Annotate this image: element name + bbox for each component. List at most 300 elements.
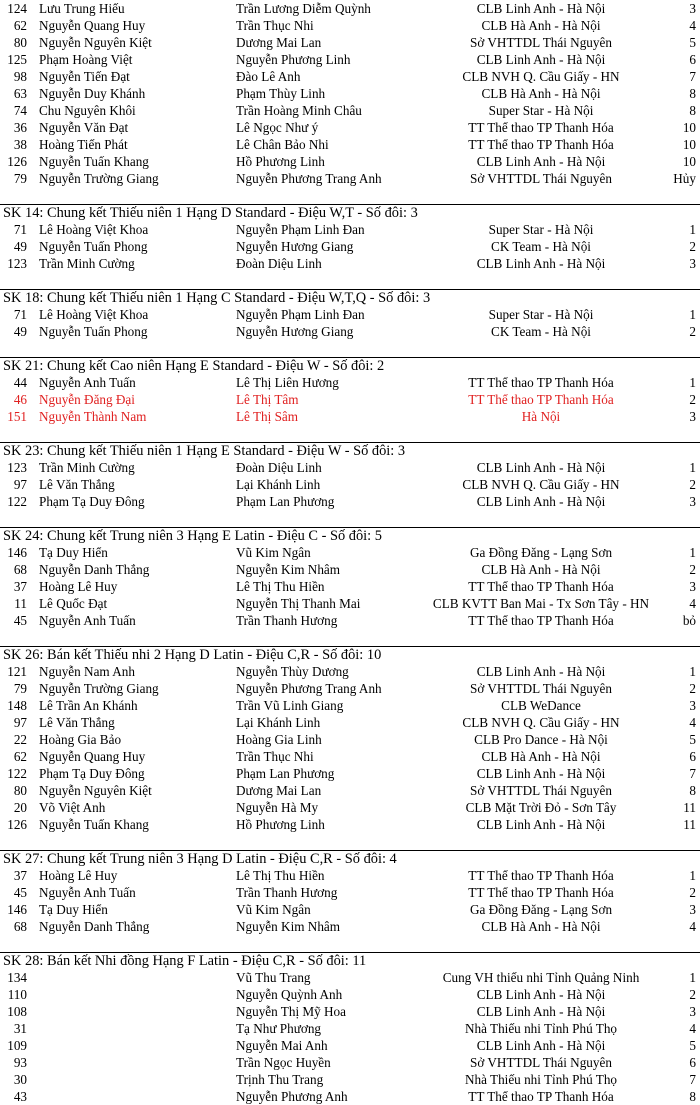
male-dancer: Nguyễn Danh Thắng xyxy=(39,562,150,577)
rank: 8 xyxy=(689,783,696,798)
result-row xyxy=(0,0,700,17)
result-row xyxy=(0,714,700,731)
club-name: CLB Hà Anh - Hà Nội xyxy=(481,18,601,33)
rank: 10 xyxy=(682,137,696,152)
club-name: TT Thể thao TP Thanh Hóa xyxy=(468,375,614,390)
club-name: CLB KVTT Ban Mai - Tx Sơn Tây - HN xyxy=(432,596,650,611)
section-gap xyxy=(0,187,700,204)
competitor-number: 93 xyxy=(13,1055,27,1070)
competitor-number: 122 xyxy=(7,494,27,509)
event-heading: SK 28: Bán kết Nhi đồng Hạng F Latin - Điệu C,R - Số đôi: 11 xyxy=(0,952,700,969)
competitor-number: 124 xyxy=(7,1,27,16)
result-row xyxy=(0,238,700,255)
club-name: CLB Hà Anh - Hà Nội xyxy=(481,919,601,934)
club-name: CLB Linh Anh - Hà Nội xyxy=(476,1004,606,1019)
club-name: Nhà Thiếu nhi Tỉnh Phú Thọ xyxy=(464,1021,618,1036)
competitor-number: 146 xyxy=(7,545,27,560)
rank: 4 xyxy=(689,1021,696,1036)
rank: 6 xyxy=(689,1055,696,1070)
club-name: CLB Pro Dance - Hà Nội xyxy=(474,732,608,747)
female-dancer: Nguyễn Phạm Linh Đan xyxy=(236,307,365,322)
club-name: Sở VHTTDL Thái Nguyên xyxy=(470,783,612,798)
female-dancer: Lê Chân Bảo Nhi xyxy=(236,137,329,152)
rank: 1 xyxy=(689,545,696,560)
rank: 4 xyxy=(689,715,696,730)
event-heading: SK 23: Chung kết Thiếu niên 1 Hạng E Standard - Điệu W - Số đôi: 3 xyxy=(0,442,700,459)
rank: 4 xyxy=(689,919,696,934)
female-dancer: Lê Thị Thu Hiền xyxy=(236,868,325,883)
rank: 5 xyxy=(689,1038,696,1053)
section-gap xyxy=(0,272,700,289)
result-row xyxy=(0,969,700,986)
female-dancer: Lê Thị Sâm xyxy=(236,409,299,424)
male-dancer: Nguyễn Anh Tuấn xyxy=(39,375,136,390)
male-dancer: Nguyễn Tuấn Phong xyxy=(39,239,148,254)
club-name: CLB Linh Anh - Hà Nội xyxy=(476,52,606,67)
rank: 1 xyxy=(689,460,696,475)
result-row xyxy=(0,493,700,510)
result-row xyxy=(0,119,700,136)
competitor-number: 122 xyxy=(7,766,27,781)
rank: 8 xyxy=(689,103,696,118)
female-dancer: Trần Thanh Hương xyxy=(236,885,338,900)
rank: Hủy xyxy=(673,171,696,186)
rank: 6 xyxy=(689,52,696,67)
club-name: CLB NVH Q. Cầu Giấy - HN xyxy=(462,69,620,84)
rank: 2 xyxy=(689,239,696,254)
male-dancer: Lê Hoàng Việt Khoa xyxy=(39,222,149,237)
result-row xyxy=(0,374,700,391)
competitor-number: 36 xyxy=(13,120,27,135)
result-row xyxy=(0,1037,700,1054)
female-dancer: Dương Mai Lan xyxy=(236,35,322,50)
club-name: CLB NVH Q. Cầu Giấy - HN xyxy=(462,715,620,730)
result-row xyxy=(0,17,700,34)
event-heading: SK 18: Chung kết Thiếu niên 1 Hạng C Standard - Điệu W,T,Q - Số đôi: 3 xyxy=(0,289,700,306)
male-dancer: Lê Hoàng Việt Khoa xyxy=(39,307,149,322)
result-row xyxy=(0,408,700,425)
club-name: TT Thể thao TP Thanh Hóa xyxy=(468,392,614,407)
result-row xyxy=(0,476,700,493)
competitor-number: 134 xyxy=(7,970,27,985)
female-dancer: Lê Thị Tâm xyxy=(236,392,299,407)
female-dancer: Trần Lương Diễm Quỳnh xyxy=(236,1,371,16)
competitor-number: 151 xyxy=(7,409,27,424)
rank: 1 xyxy=(689,664,696,679)
male-dancer: Nguyễn Danh Thắng xyxy=(39,919,150,934)
male-dancer: Nguyễn Đăng Đại xyxy=(39,392,135,407)
competitor-number: 109 xyxy=(7,1038,27,1053)
event-heading: SK 21: Chung kết Cao niên Hạng E Standard - Điệu W - Số đôi: 2 xyxy=(0,357,700,374)
rank: 5 xyxy=(689,732,696,747)
female-dancer: Lại Khánh Linh xyxy=(236,477,321,492)
competitor-number: 123 xyxy=(7,460,27,475)
rank: 10 xyxy=(682,154,696,169)
male-dancer: Nguyễn Trường Giang xyxy=(39,171,159,186)
rank: 1 xyxy=(689,307,696,322)
male-dancer: Trần Minh Cường xyxy=(39,460,135,475)
rank: 3 xyxy=(689,409,696,424)
rank: 3 xyxy=(689,1,696,16)
club-name: Nhà Thiếu nhi Tỉnh Phú Thọ xyxy=(464,1072,618,1087)
rank: 3 xyxy=(689,256,696,271)
male-dancer: Chu Nguyên Khôi xyxy=(39,103,136,118)
result-row xyxy=(0,901,700,918)
club-name: CLB Hà Anh - Hà Nội xyxy=(481,562,601,577)
female-dancer: Nguyễn Quỳnh Anh xyxy=(236,987,343,1002)
female-dancer: Hồ Phương Linh xyxy=(236,154,325,169)
club-name: Hà Nội xyxy=(521,409,561,424)
female-dancer: Nguyễn Thùy Dương xyxy=(236,664,349,679)
male-dancer: Nguyễn Thành Nam xyxy=(39,409,147,424)
section-gap xyxy=(0,340,700,357)
female-dancer: Nguyễn Phương Trang Anh xyxy=(236,171,382,186)
club-name: CLB Linh Anh - Hà Nội xyxy=(476,460,606,475)
result-row xyxy=(0,221,700,238)
female-dancer: Phạm Lan Phương xyxy=(236,494,335,509)
male-dancer: Nguyễn Tuấn Khang xyxy=(39,154,149,169)
result-row xyxy=(0,1071,700,1088)
club-name: Cung VH thiếu nhi Tỉnh Quảng Ninh xyxy=(442,970,640,985)
competitor-number: 44 xyxy=(13,375,27,390)
result-row xyxy=(0,306,700,323)
rank: 8 xyxy=(689,86,696,101)
competitor-number: 79 xyxy=(13,681,27,696)
male-dancer: Tạ Duy Hiển xyxy=(39,545,108,560)
male-dancer: Nguyễn Anh Tuấn xyxy=(39,613,136,628)
female-dancer: Lê Thị Liên Hương xyxy=(236,375,339,390)
male-dancer: Nguyễn Nam Anh xyxy=(39,664,135,679)
rank: 8 xyxy=(689,1089,696,1104)
competitor-number: 74 xyxy=(13,103,27,118)
section-gap xyxy=(0,935,700,952)
male-dancer: Nguyễn Anh Tuấn xyxy=(39,885,136,900)
result-row xyxy=(0,918,700,935)
female-dancer: Nguyễn Phương Trang Anh xyxy=(236,681,382,696)
result-row xyxy=(0,867,700,884)
female-dancer: Phạm Lan Phương xyxy=(236,766,335,781)
result-row xyxy=(0,1088,700,1105)
competitor-number: 49 xyxy=(13,324,27,339)
result-row xyxy=(0,323,700,340)
club-name: CLB NVH Q. Cầu Giấy - HN xyxy=(462,477,620,492)
result-row xyxy=(0,816,700,833)
club-name: Ga Đồng Đăng - Lạng Sơn xyxy=(469,545,613,560)
female-dancer: Dương Mai Lan xyxy=(236,783,322,798)
competitor-number: 11 xyxy=(14,596,27,611)
female-dancer: Nguyễn Kim Nhâm xyxy=(236,919,341,934)
club-name: Sở VHTTDL Thái Nguyên xyxy=(470,681,612,696)
male-dancer: Tạ Duy Hiển xyxy=(39,902,108,917)
club-name: CLB Linh Anh - Hà Nội xyxy=(476,1038,606,1053)
competitor-number: 110 xyxy=(7,987,27,1002)
female-dancer: Nguyễn Mai Anh xyxy=(236,1038,328,1053)
result-row xyxy=(0,34,700,51)
club-name: Sở VHTTDL Thái Nguyên xyxy=(470,171,612,186)
competitor-number: 146 xyxy=(7,902,27,917)
result-row xyxy=(0,561,700,578)
rank: 4 xyxy=(689,18,696,33)
club-name: TT Thể thao TP Thanh Hóa xyxy=(468,137,614,152)
club-name: Ga Đồng Đăng - Lạng Sơn xyxy=(469,902,613,917)
club-name: CLB Linh Anh - Hà Nội xyxy=(476,1,606,16)
rank: 11 xyxy=(683,817,696,832)
club-name: CK Team - Hà Nội xyxy=(491,239,591,254)
club-name: Sở VHTTDL Thái Nguyên xyxy=(470,35,612,50)
male-dancer: Nguyễn Tuấn Phong xyxy=(39,324,148,339)
club-name: TT Thể thao TP Thanh Hóa xyxy=(468,120,614,135)
female-dancer: Trần Vũ Linh Giang xyxy=(236,698,344,713)
result-row xyxy=(0,391,700,408)
club-name: TT Thể thao TP Thanh Hóa xyxy=(468,1089,614,1104)
rank: 3 xyxy=(689,579,696,594)
competitor-number: 68 xyxy=(13,562,27,577)
club-name: Sở VHTTDL Thái Nguyên xyxy=(470,1055,612,1070)
club-name: TT Thể thao TP Thanh Hóa xyxy=(468,868,614,883)
female-dancer: Vũ Thu Trang xyxy=(236,970,311,985)
result-row xyxy=(0,136,700,153)
competitor-number: 71 xyxy=(13,307,27,322)
female-dancer: Trần Thục Nhi xyxy=(236,18,314,33)
rank: 1 xyxy=(689,375,696,390)
result-row xyxy=(0,1020,700,1037)
event-heading: SK 26: Bán kết Thiếu nhi 2 Hạng D Latin - Điệu C,R - Số đôi: 10 xyxy=(0,646,700,663)
competitor-number: 37 xyxy=(13,579,27,594)
competitor-number: 80 xyxy=(13,35,27,50)
result-row xyxy=(0,153,700,170)
competitor-number: 49 xyxy=(13,239,27,254)
male-dancer: Lê Trần An Khánh xyxy=(39,698,138,713)
result-row xyxy=(0,102,700,119)
club-name: CLB Linh Anh - Hà Nội xyxy=(476,154,606,169)
result-row xyxy=(0,51,700,68)
result-row xyxy=(0,697,700,714)
male-dancer: Lê Văn Thắng xyxy=(39,715,115,730)
club-name: CLB Linh Anh - Hà Nội xyxy=(476,256,606,271)
female-dancer: Trần Hoàng Minh Châu xyxy=(236,103,362,118)
competitor-number: 79 xyxy=(13,171,27,186)
male-dancer: Phạm Hoàng Việt xyxy=(39,52,133,67)
male-dancer: Hoàng Lê Huy xyxy=(39,868,118,883)
female-dancer: Nguyễn Hà My xyxy=(236,800,319,815)
section-gap xyxy=(0,510,700,527)
rank: 10 xyxy=(682,120,696,135)
rank: 5 xyxy=(689,35,696,50)
result-row xyxy=(0,68,700,85)
rank: 4 xyxy=(689,596,696,611)
female-dancer: Nguyễn Thị Thanh Mai xyxy=(236,596,361,611)
section-gap xyxy=(0,629,700,646)
male-dancer: Võ Việt Anh xyxy=(39,800,106,815)
result-row xyxy=(0,799,700,816)
club-name: CK Team - Hà Nội xyxy=(491,324,591,339)
competitor-number: 30 xyxy=(13,1072,27,1087)
competitor-number: 108 xyxy=(7,1004,27,1019)
result-row xyxy=(0,544,700,561)
club-name: CLB Linh Anh - Hà Nội xyxy=(476,494,606,509)
club-name: TT Thể thao TP Thanh Hóa xyxy=(468,579,614,594)
female-dancer: Đoàn Diệu Linh xyxy=(236,256,322,271)
competitor-number: 123 xyxy=(7,256,27,271)
club-name: CLB Linh Anh - Hà Nội xyxy=(476,817,606,832)
rank: 3 xyxy=(689,494,696,509)
event-heading: SK 14: Chung kết Thiếu niên 1 Hạng D Standard - Điệu W,T - Số đôi: 3 xyxy=(0,204,700,221)
rank: 3 xyxy=(689,902,696,917)
rank: 2 xyxy=(689,885,696,900)
result-row xyxy=(0,782,700,799)
female-dancer: Trần Thanh Hương xyxy=(236,613,338,628)
result-row xyxy=(0,85,700,102)
club-name: CLB Hà Anh - Hà Nội xyxy=(481,749,601,764)
rank: 2 xyxy=(689,987,696,1002)
male-dancer: Phạm Tạ Duy Đông xyxy=(39,766,145,781)
result-row xyxy=(0,459,700,476)
competitor-number: 121 xyxy=(7,664,27,679)
competitor-number: 98 xyxy=(13,69,27,84)
club-name: CLB Linh Anh - Hà Nội xyxy=(476,766,606,781)
male-dancer: Nguyễn Văn Đạt xyxy=(39,120,129,135)
female-dancer: Nguyễn Phạm Linh Đan xyxy=(236,222,365,237)
club-name: Super Star - Hà Nội xyxy=(488,103,594,118)
rank: 2 xyxy=(689,681,696,696)
female-dancer: Đoàn Diệu Linh xyxy=(236,460,322,475)
club-name: CLB Linh Anh - Hà Nội xyxy=(476,664,606,679)
female-dancer: Nguyễn Hương Giang xyxy=(236,239,354,254)
male-dancer: Nguyễn Quang Huy xyxy=(39,749,146,764)
competitor-number: 62 xyxy=(13,749,27,764)
competitor-number: 63 xyxy=(13,86,27,101)
rank: 3 xyxy=(689,698,696,713)
result-row xyxy=(0,1003,700,1020)
result-row xyxy=(0,731,700,748)
rank: 2 xyxy=(689,477,696,492)
club-name: CLB Linh Anh - Hà Nội xyxy=(476,987,606,1002)
competitor-number: 80 xyxy=(13,783,27,798)
competitor-number: 46 xyxy=(13,392,27,407)
result-row xyxy=(0,255,700,272)
rank: bỏ xyxy=(682,613,696,628)
female-dancer: Nguyễn Hương Giang xyxy=(236,324,354,339)
competitor-number: 148 xyxy=(7,698,27,713)
female-dancer: Phạm Thùy Linh xyxy=(236,86,326,101)
male-dancer: Lê Văn Thắng xyxy=(39,477,115,492)
female-dancer: Nguyễn Phương Linh xyxy=(236,52,351,67)
result-row xyxy=(0,578,700,595)
result-row xyxy=(0,1054,700,1071)
rank: 7 xyxy=(689,69,696,84)
competitor-number: 97 xyxy=(13,715,27,730)
female-dancer: Hoàng Gia Linh xyxy=(236,732,322,747)
result-row xyxy=(0,765,700,782)
female-dancer: Vũ Kim Ngân xyxy=(236,902,311,917)
rank: 1 xyxy=(689,868,696,883)
female-dancer: Trần Thục Nhi xyxy=(236,749,314,764)
male-dancer: Nguyễn Trường Giang xyxy=(39,681,159,696)
male-dancer: Nguyễn Tuấn Khang xyxy=(39,817,149,832)
male-dancer: Hoàng Gia Bảo xyxy=(39,732,122,747)
male-dancer: Trần Minh Cường xyxy=(39,256,135,271)
rank: 11 xyxy=(683,800,696,815)
female-dancer: Tạ Như Phương xyxy=(236,1021,322,1036)
rank: 1 xyxy=(689,970,696,985)
competitor-number: 125 xyxy=(7,52,27,67)
female-dancer: Lê Thị Thu Hiền xyxy=(236,579,325,594)
club-name: CLB WeDance xyxy=(501,698,581,713)
competitor-number: 62 xyxy=(13,18,27,33)
female-dancer: Trần Ngọc Huyền xyxy=(236,1055,331,1070)
rank: 6 xyxy=(689,749,696,764)
male-dancer: Nguyễn Nguyên Kiệt xyxy=(39,783,152,798)
competitor-number: 97 xyxy=(13,477,27,492)
male-dancer: Hoàng Tiến Phát xyxy=(39,137,128,152)
female-dancer: Nguyễn Phương Anh xyxy=(236,1089,348,1104)
result-row xyxy=(0,595,700,612)
competitor-number: 45 xyxy=(13,885,27,900)
result-row xyxy=(0,612,700,629)
competitor-number: 68 xyxy=(13,919,27,934)
rank: 3 xyxy=(689,1004,696,1019)
male-dancer: Nguyễn Quang Huy xyxy=(39,18,146,33)
rank: 2 xyxy=(689,392,696,407)
rank: 2 xyxy=(689,562,696,577)
female-dancer: Hồ Phương Linh xyxy=(236,817,325,832)
result-row xyxy=(0,884,700,901)
rank: 7 xyxy=(689,1072,696,1087)
rank: 7 xyxy=(689,766,696,781)
male-dancer: Phạm Tạ Duy Đông xyxy=(39,494,145,509)
female-dancer: Trịnh Thu Trang xyxy=(236,1072,324,1087)
female-dancer: Lê Ngọc Như ý xyxy=(236,120,319,135)
competitor-number: 20 xyxy=(13,800,27,815)
result-row xyxy=(0,170,700,187)
competitor-number: 22 xyxy=(13,732,27,747)
rank: 2 xyxy=(689,324,696,339)
male-dancer: Lê Quốc Đạt xyxy=(39,596,108,611)
female-dancer: Nguyễn Kim Nhâm xyxy=(236,562,341,577)
section-gap xyxy=(0,833,700,850)
male-dancer: Lưu Trung Hiếu xyxy=(39,1,125,16)
club-name: CLB Hà Anh - Hà Nội xyxy=(481,86,601,101)
male-dancer: Nguyễn Tiến Đạt xyxy=(39,69,130,84)
rank: 1 xyxy=(689,222,696,237)
competitor-number: 37 xyxy=(13,868,27,883)
section-gap xyxy=(0,425,700,442)
result-row xyxy=(0,986,700,1003)
result-row xyxy=(0,663,700,680)
male-dancer: Nguyễn Duy Khánh xyxy=(39,86,146,101)
club-name: Super Star - Hà Nội xyxy=(488,222,594,237)
result-row xyxy=(0,680,700,697)
competitor-number: 31 xyxy=(13,1021,27,1036)
female-dancer: Nguyễn Thị Mỹ Hoa xyxy=(236,1004,347,1019)
event-heading: SK 24: Chung kết Trung niên 3 Hạng E Latin - Điệu C - Số đôi: 5 xyxy=(0,527,700,544)
competitor-number: 126 xyxy=(7,817,27,832)
competitor-number: 71 xyxy=(13,222,27,237)
event-heading: SK 27: Chung kết Trung niên 3 Hạng D Latin - Điệu C,R - Số đôi: 4 xyxy=(0,850,700,867)
male-dancer: Hoàng Lê Huy xyxy=(39,579,118,594)
club-name: TT Thể thao TP Thanh Hóa xyxy=(468,885,614,900)
male-dancer: Nguyễn Nguyên Kiệt xyxy=(39,35,152,50)
club-name: Super Star - Hà Nội xyxy=(488,307,594,322)
competitor-number: 45 xyxy=(13,613,27,628)
female-dancer: Lại Khánh Linh xyxy=(236,715,321,730)
competitor-number: 38 xyxy=(13,137,27,152)
result-row xyxy=(0,748,700,765)
club-name: TT Thể thao TP Thanh Hóa xyxy=(468,613,614,628)
club-name: CLB Mặt Trời Đỏ - Sơn Tây xyxy=(465,800,617,815)
female-dancer: Vũ Kim Ngân xyxy=(236,545,311,560)
competitor-number: 126 xyxy=(7,154,27,169)
